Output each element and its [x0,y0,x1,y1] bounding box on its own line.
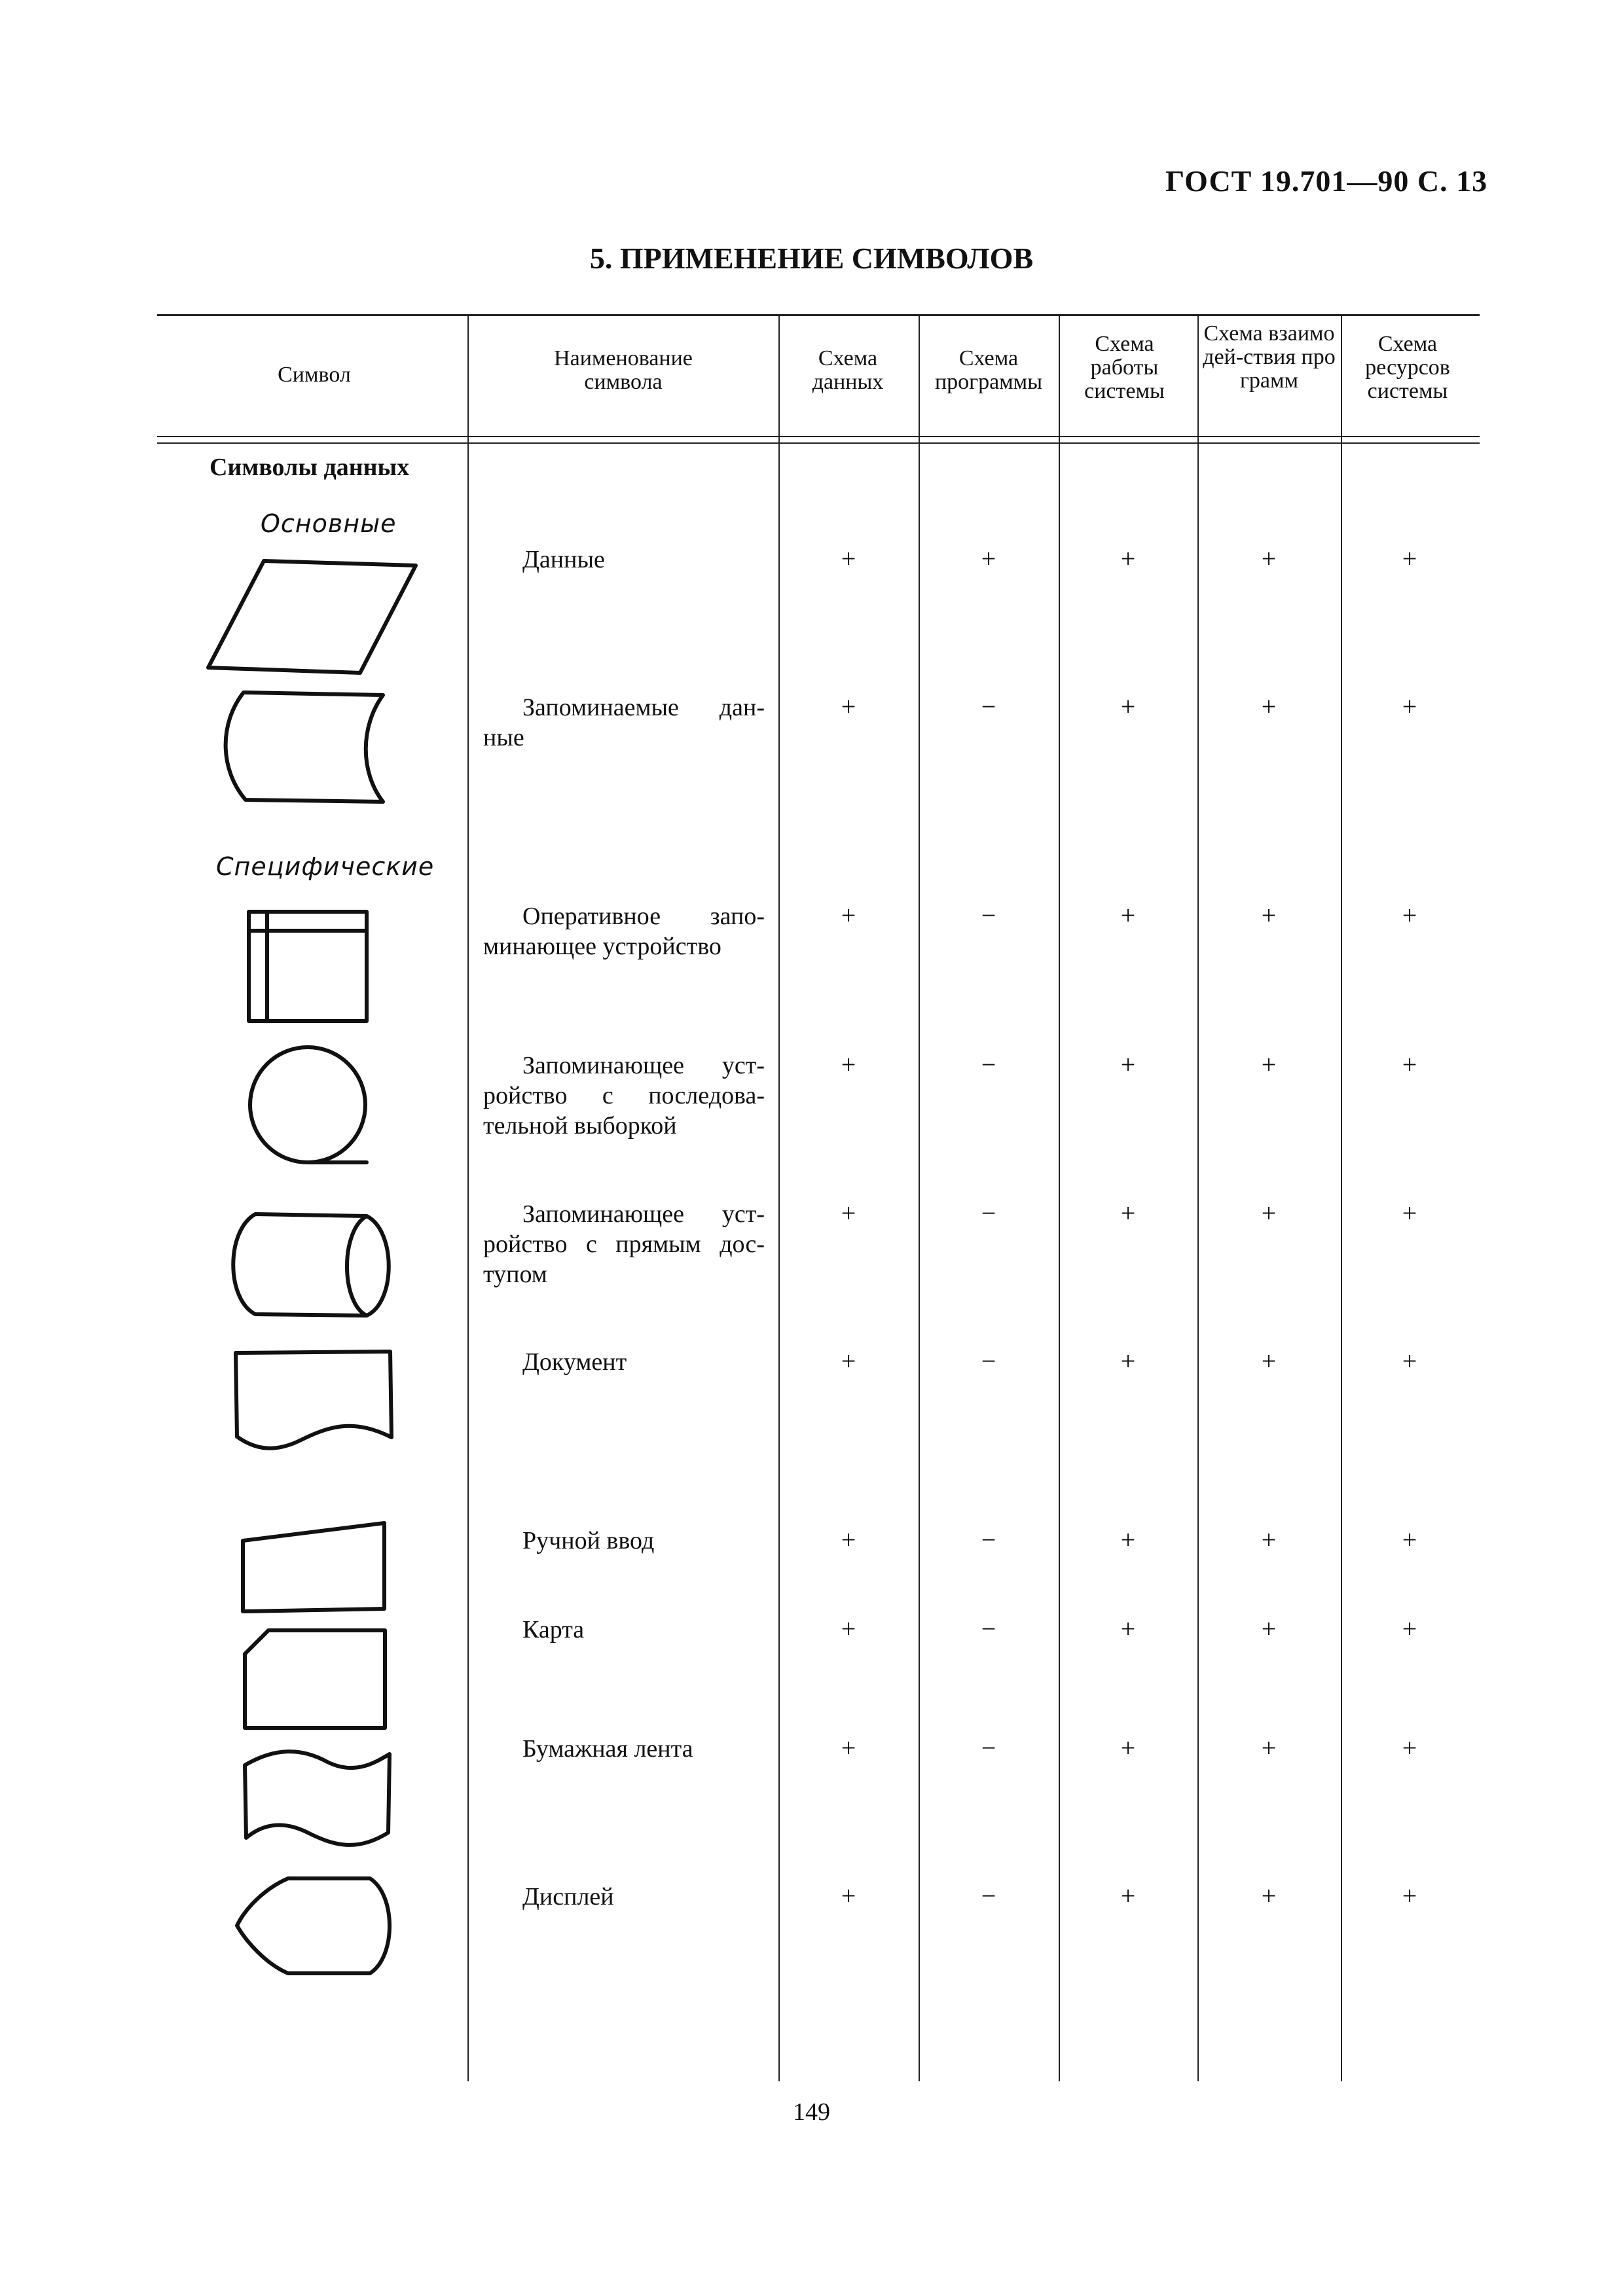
mark-cell: + [1402,1881,1417,1910]
mark-cell: + [1261,1198,1277,1228]
symbol-name: Запоминающее уст-ройство с последова-тельной выборкой [483,1052,765,1139]
mark-cell: + [1402,1525,1417,1554]
symbol-name: Запоминаемые дан-ные [483,694,765,751]
data-parallelogram-icon [208,561,416,673]
symbol-name: Документ [522,1348,627,1376]
manual-input-icon [243,1523,384,1611]
column-header-data-chart: Схема данных [812,346,884,394]
mark-cell: + [1261,1050,1277,1079]
mark-cell: + [841,1050,856,1079]
mark-cell: + [841,1614,856,1643]
symbol-name: Дисплей [522,1883,614,1910]
mark-cell: + [1120,1733,1136,1763]
punched-tape-icon [245,1751,390,1845]
mark-cell: + [1261,1881,1277,1910]
mark-cell: + [1402,901,1417,930]
mark-cell: + [1402,544,1417,573]
mark-cell: + [1120,692,1136,721]
column-header-program-chart: Схема программы [934,346,1043,394]
mark-cell: + [841,1346,856,1376]
sequential-access-storage-icon [250,1047,367,1162]
mark-cell: − [981,1198,996,1228]
mark-cell: + [1120,1614,1136,1643]
symbol-name: Бумажная лента [522,1735,693,1763]
column-header-program-network-chart: Схема взаимодей-ствия программ [1203,321,1336,393]
document-id: ГОСТ 19.701—90 С. 13 [1165,164,1488,198]
mark-cell: + [1402,1614,1417,1643]
mark-cell: + [1120,1881,1136,1910]
mark-cell: + [1261,692,1277,721]
card-icon [245,1630,385,1728]
mark-cell: + [1120,1198,1136,1228]
mark-cell: + [1402,1050,1417,1079]
symbol-name: Ручной ввод [522,1527,655,1554]
display-icon [237,1878,390,1973]
stored-data-icon [226,692,383,802]
mark-cell: + [981,544,996,573]
section-title: 5. ПРИМЕНЕНИЕ СИМВОЛОВ [589,242,1034,275]
mark-cell: + [841,1881,856,1910]
symbol-name: Данные [522,546,605,573]
mark-cell: + [1120,1050,1136,1079]
column-header-resources-chart: Схема ресурсов системы [1365,332,1450,403]
mark-cell: + [1261,901,1277,930]
direct-access-storage-icon [233,1214,389,1316]
symbol-name: Запоминающее уст-ройство с прямым дос-тупом [483,1200,765,1288]
mark-cell: + [1261,1525,1277,1554]
mark-cell: + [1120,1525,1136,1554]
mark-cell: − [981,1881,996,1910]
mark-cell: + [1402,1198,1417,1228]
subgroup-label-basic: Основные [261,509,397,538]
mark-cell: + [841,544,856,573]
column-header-symbol: Символ [278,363,351,387]
mark-cell: + [1402,692,1417,721]
internal-storage-icon [249,912,367,1021]
mark-cell: − [981,901,996,930]
mark-cell: − [981,1614,996,1643]
mark-cell: + [841,1733,856,1763]
mark-cell: + [1261,1614,1277,1643]
mark-cell: − [981,1346,996,1376]
mark-cell: − [981,1525,996,1554]
mark-cell: + [1261,1346,1277,1376]
mark-cell: + [1402,1733,1417,1763]
mark-cell: − [981,692,996,721]
mark-cell: + [1261,1733,1277,1763]
mark-cell: + [841,1198,856,1228]
symbol-name: Оперативное запо-минающее устройство [483,903,765,960]
page-number: 149 [793,2098,830,2126]
mark-cell: + [841,901,856,930]
mark-cell: − [981,1050,996,1079]
subgroup-label-specific: Специфические [216,852,435,881]
mark-cell: + [1261,544,1277,573]
group-title: Символы данных [210,454,410,481]
mark-cell: + [1120,544,1136,573]
mark-cell: + [1120,1346,1136,1376]
symbol-name: Карта [522,1616,585,1643]
mark-cell: − [981,1733,996,1763]
mark-cell: + [1402,1346,1417,1376]
document-icon [236,1352,392,1448]
mark-cell: + [1120,901,1136,930]
column-header-system-flow-chart: Схема работы системы [1084,332,1165,403]
mark-cell: + [841,1525,856,1554]
column-header-name: Наименование символа [554,346,693,394]
mark-cell: + [841,692,856,721]
